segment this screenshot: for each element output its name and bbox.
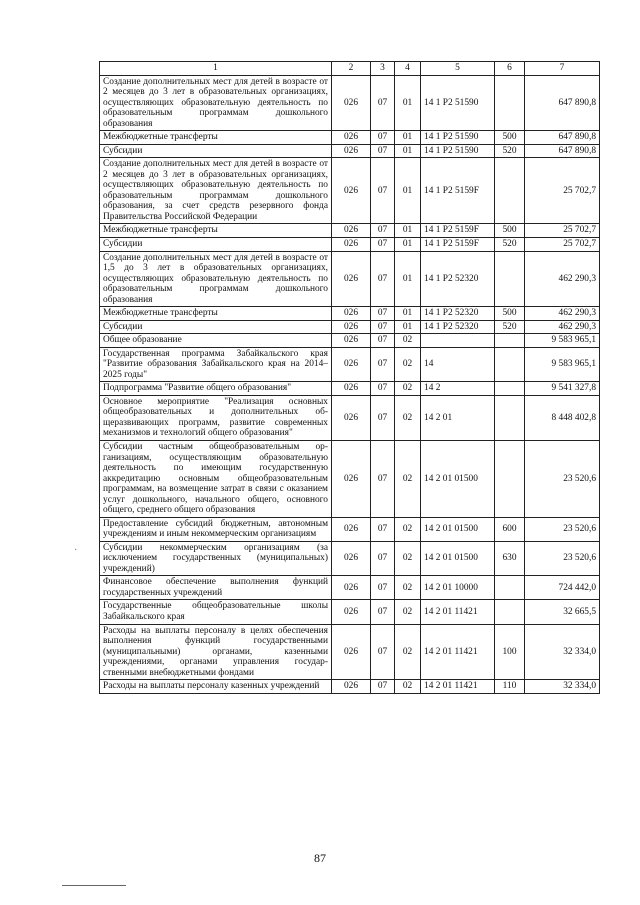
section-code: 07 (371, 395, 395, 440)
ministry-code: 026 (332, 395, 371, 440)
row-description: Основное мероприятие "Реализация основных общеобразовательных и дополнительных общеразвивающих программ, развитие современных механизмов и технологий общего образования" (100, 395, 332, 440)
target-article-code: 14 (421, 347, 495, 382)
header-col-3: 3 (371, 62, 395, 76)
ministry-code: 026 (332, 75, 371, 131)
subsection-code: 02 (395, 680, 421, 694)
section-code: 07 (371, 131, 395, 145)
section-code: 07 (371, 680, 395, 694)
amount: 9 541 327,8 (525, 382, 600, 396)
target-article-code: 14 2 01 01500 (421, 541, 495, 576)
amount: 9 583 965,1 (525, 334, 600, 348)
row-description: Предоставление субсидий бюджетным, автономным учреждениям и иным некоммерческим организациям (100, 517, 332, 541)
expense-type-code: 630 (495, 541, 525, 576)
subsection-code: 01 (395, 224, 421, 238)
ministry-code: 026 (332, 624, 371, 680)
expense-type-code (495, 576, 525, 600)
table-body (100, 75, 600, 693)
ministry-code: 026 (332, 347, 371, 382)
subsection-code: 01 (395, 75, 421, 131)
header-col-1: 1 (100, 62, 332, 76)
subsection-code: 01 (395, 320, 421, 334)
footer-divider (62, 885, 126, 886)
table-row (100, 680, 600, 694)
expense-type-code: 520 (495, 320, 525, 334)
amount: 462 290,3 (525, 251, 600, 307)
amount: 25 702,7 (525, 237, 600, 251)
subsection-code: 02 (395, 541, 421, 576)
row-description: Межбюджетные трансферты (100, 224, 332, 238)
section-code: 07 (371, 144, 395, 158)
table-row (100, 224, 600, 238)
budget-table (99, 61, 600, 694)
section-code: 07 (371, 517, 395, 541)
expense-type-code: 500 (495, 307, 525, 321)
section-code: 07 (371, 541, 395, 576)
target-article-code: 14 1 P2 5159F (421, 237, 495, 251)
subsection-code: 01 (395, 237, 421, 251)
amount: 647 890,8 (525, 75, 600, 131)
target-article-code: 14 2 01 11421 (421, 680, 495, 694)
table-header-row (100, 62, 600, 76)
expense-type-code: 520 (495, 237, 525, 251)
target-article-code: 14 1 P2 52320 (421, 307, 495, 321)
amount: 647 890,8 (525, 144, 600, 158)
subsection-code: 01 (395, 144, 421, 158)
amount: 9 583 965,1 (525, 347, 600, 382)
ministry-code: 026 (332, 237, 371, 251)
ministry-code: 026 (332, 600, 371, 624)
row-description: Расходы на выплаты персоналу казенных учреждений (100, 680, 332, 694)
table-row (100, 75, 600, 131)
table-row (100, 541, 600, 576)
expense-type-code (495, 395, 525, 440)
row-description: Создание дополнительных мест для детей в возрасте от 2 месяцев до 3 лет в образовательных организациях, осуществляющих образовательную деятельность по образовательным программам дошкольного образования, за счет средств резервного фонда Правительства Российской Федерации (100, 158, 332, 224)
header-col-6: 6 (495, 62, 525, 76)
ministry-code: 026 (332, 224, 371, 238)
target-article-code: 14 1 P2 52320 (421, 251, 495, 307)
table-row (100, 158, 600, 224)
row-description: Межбюджетные трансферты (100, 307, 332, 321)
target-article-code: 14 2 01 11421 (421, 600, 495, 624)
table-row (100, 517, 600, 541)
subsection-code: 01 (395, 131, 421, 145)
target-article-code: 14 2 01 11421 (421, 624, 495, 680)
ministry-code: 026 (332, 320, 371, 334)
section-code: 07 (371, 624, 395, 680)
amount: 462 290,3 (525, 307, 600, 321)
amount: 647 890,8 (525, 131, 600, 145)
amount: 23 520,6 (525, 441, 600, 518)
target-article-code: 14 2 01 (421, 395, 495, 440)
amount: 8 448 402,8 (525, 395, 600, 440)
target-article-code: 14 2 (421, 382, 495, 396)
expense-type-code (495, 600, 525, 624)
ministry-code: 026 (332, 441, 371, 518)
target-article-code: 14 2 01 01500 (421, 517, 495, 541)
subsection-code: 01 (395, 251, 421, 307)
target-article-code: 14 2 01 01500 (421, 441, 495, 518)
amount: 32 334,0 (525, 680, 600, 694)
header-col-2: 2 (332, 62, 371, 76)
table-row (100, 382, 600, 396)
ministry-code: 026 (332, 680, 371, 694)
expense-type-code: 500 (495, 131, 525, 145)
row-description: Субсидии (100, 237, 332, 251)
table-row (100, 251, 600, 307)
row-description: Создание дополнительных мест для детей в возрасте от 1,5 до 3 лет в образовательных организациях, осуществляющих образовательную деятельность по образовательным программам дошкольного образования (100, 251, 332, 307)
section-code: 07 (371, 320, 395, 334)
expense-type-code: 500 (495, 224, 525, 238)
ministry-code: 026 (332, 131, 371, 145)
row-description: Государственные общеобразовательные школы Забайкальского края (100, 600, 332, 624)
target-article-code: 14 1 P2 5159F (421, 224, 495, 238)
row-description: Подпрограмма "Развитие общего образования" (100, 382, 332, 396)
subsection-code: 01 (395, 307, 421, 321)
table-row (100, 320, 600, 334)
ministry-code: 026 (332, 541, 371, 576)
row-description: Субсидии (100, 144, 332, 158)
table-row (100, 624, 600, 680)
target-article-code (421, 334, 495, 348)
section-code: 07 (371, 307, 395, 321)
table-row (100, 334, 600, 348)
section-code: 07 (371, 251, 395, 307)
header-col-7: 7 (525, 62, 600, 76)
amount: 23 520,6 (525, 541, 600, 576)
amount: 32 665,5 (525, 600, 600, 624)
target-article-code: 14 1 P2 51590 (421, 144, 495, 158)
table-row (100, 347, 600, 382)
subsection-code: 02 (395, 441, 421, 518)
subsection-code: 02 (395, 517, 421, 541)
row-description: Общее образование (100, 334, 332, 348)
section-code: 07 (371, 334, 395, 348)
expense-type-code (495, 158, 525, 224)
amount: 25 702,7 (525, 158, 600, 224)
row-description: Расходы на выплаты персоналу в целях обеспечения выполнения функций государственными (муниципальными) органами, казенными учреждениями, органами управления государственными внебюджетными фондами (100, 624, 332, 680)
target-article-code: 14 1 P2 51590 (421, 75, 495, 131)
section-code: 07 (371, 158, 395, 224)
row-description: Финансовое обеспечение выполнения функций государственных учреждений (100, 576, 332, 600)
subsection-code: 02 (395, 576, 421, 600)
ministry-code: 026 (332, 576, 371, 600)
ministry-code: 026 (332, 334, 371, 348)
expense-type-code (495, 334, 525, 348)
subsection-code: 02 (395, 395, 421, 440)
row-description: Создание дополнительных мест для детей в возрасте от 2 месяцев до 3 лет в образовательных организациях, осуществляющих образовательную деятельность по образовательным программам дошкольного образования (100, 75, 332, 131)
page-number: 87 (314, 851, 326, 865)
margin-dot: · (74, 545, 78, 556)
row-description: Субсидии некоммерческим организациям (за исключением государственных (муниципальных) учреждений) (100, 541, 332, 576)
subsection-code: 02 (395, 382, 421, 396)
table-row (100, 395, 600, 440)
expense-type-code (495, 382, 525, 396)
table-row (100, 237, 600, 251)
table-row (100, 307, 600, 321)
ministry-code: 026 (332, 158, 371, 224)
amount: 724 442,0 (525, 576, 600, 600)
row-description: Государственная программа Забайкальского края "Развитие образования Забайкальского края на 2014–2025 годы" (100, 347, 332, 382)
ministry-code: 026 (332, 251, 371, 307)
section-code: 07 (371, 347, 395, 382)
header-col-5: 5 (421, 62, 495, 76)
subsection-code: 01 (395, 158, 421, 224)
amount: 25 702,7 (525, 224, 600, 238)
ministry-code: 026 (332, 144, 371, 158)
ministry-code: 026 (332, 382, 371, 396)
section-code: 07 (371, 441, 395, 518)
section-code: 07 (371, 382, 395, 396)
table-row (100, 600, 600, 624)
target-article-code: 14 1 P2 51590 (421, 131, 495, 145)
expense-type-code: 520 (495, 144, 525, 158)
table-row (100, 441, 600, 518)
target-article-code: 14 2 01 10000 (421, 576, 495, 600)
target-article-code: 14 1 P2 5159F (421, 158, 495, 224)
section-code: 07 (371, 224, 395, 238)
row-description: Субсидии частным общеобразовательным организациям, осуществляющим образовательную деятельность по имеющим государственную аккредитацию основным общеобразовательным программам, на возмещение затрат в связи с оказанием услуг дошкольного, начального общего, основного общего, среднего общего образования (100, 441, 332, 518)
section-code: 07 (371, 75, 395, 131)
table-row (100, 144, 600, 158)
row-description: Субсидии (100, 320, 332, 334)
expense-type-code: 110 (495, 680, 525, 694)
subsection-code: 02 (395, 624, 421, 680)
expense-type-code: 100 (495, 624, 525, 680)
table-row (100, 131, 600, 145)
subsection-code: 02 (395, 334, 421, 348)
expense-type-code (495, 441, 525, 518)
ministry-code: 026 (332, 517, 371, 541)
section-code: 07 (371, 576, 395, 600)
expense-type-code: 600 (495, 517, 525, 541)
amount: 32 334,0 (525, 624, 600, 680)
subsection-code: 02 (395, 600, 421, 624)
expense-type-code (495, 75, 525, 131)
ministry-code: 026 (332, 307, 371, 321)
section-code: 07 (371, 600, 395, 624)
amount: 23 520,6 (525, 517, 600, 541)
expense-type-code (495, 251, 525, 307)
section-code: 07 (371, 237, 395, 251)
row-description: Межбюджетные трансферты (100, 131, 332, 145)
amount: 462 290,3 (525, 320, 600, 334)
expense-type-code (495, 347, 525, 382)
table-row (100, 576, 600, 600)
target-article-code: 14 1 P2 52320 (421, 320, 495, 334)
subsection-code: 02 (395, 347, 421, 382)
header-col-4: 4 (395, 62, 421, 76)
